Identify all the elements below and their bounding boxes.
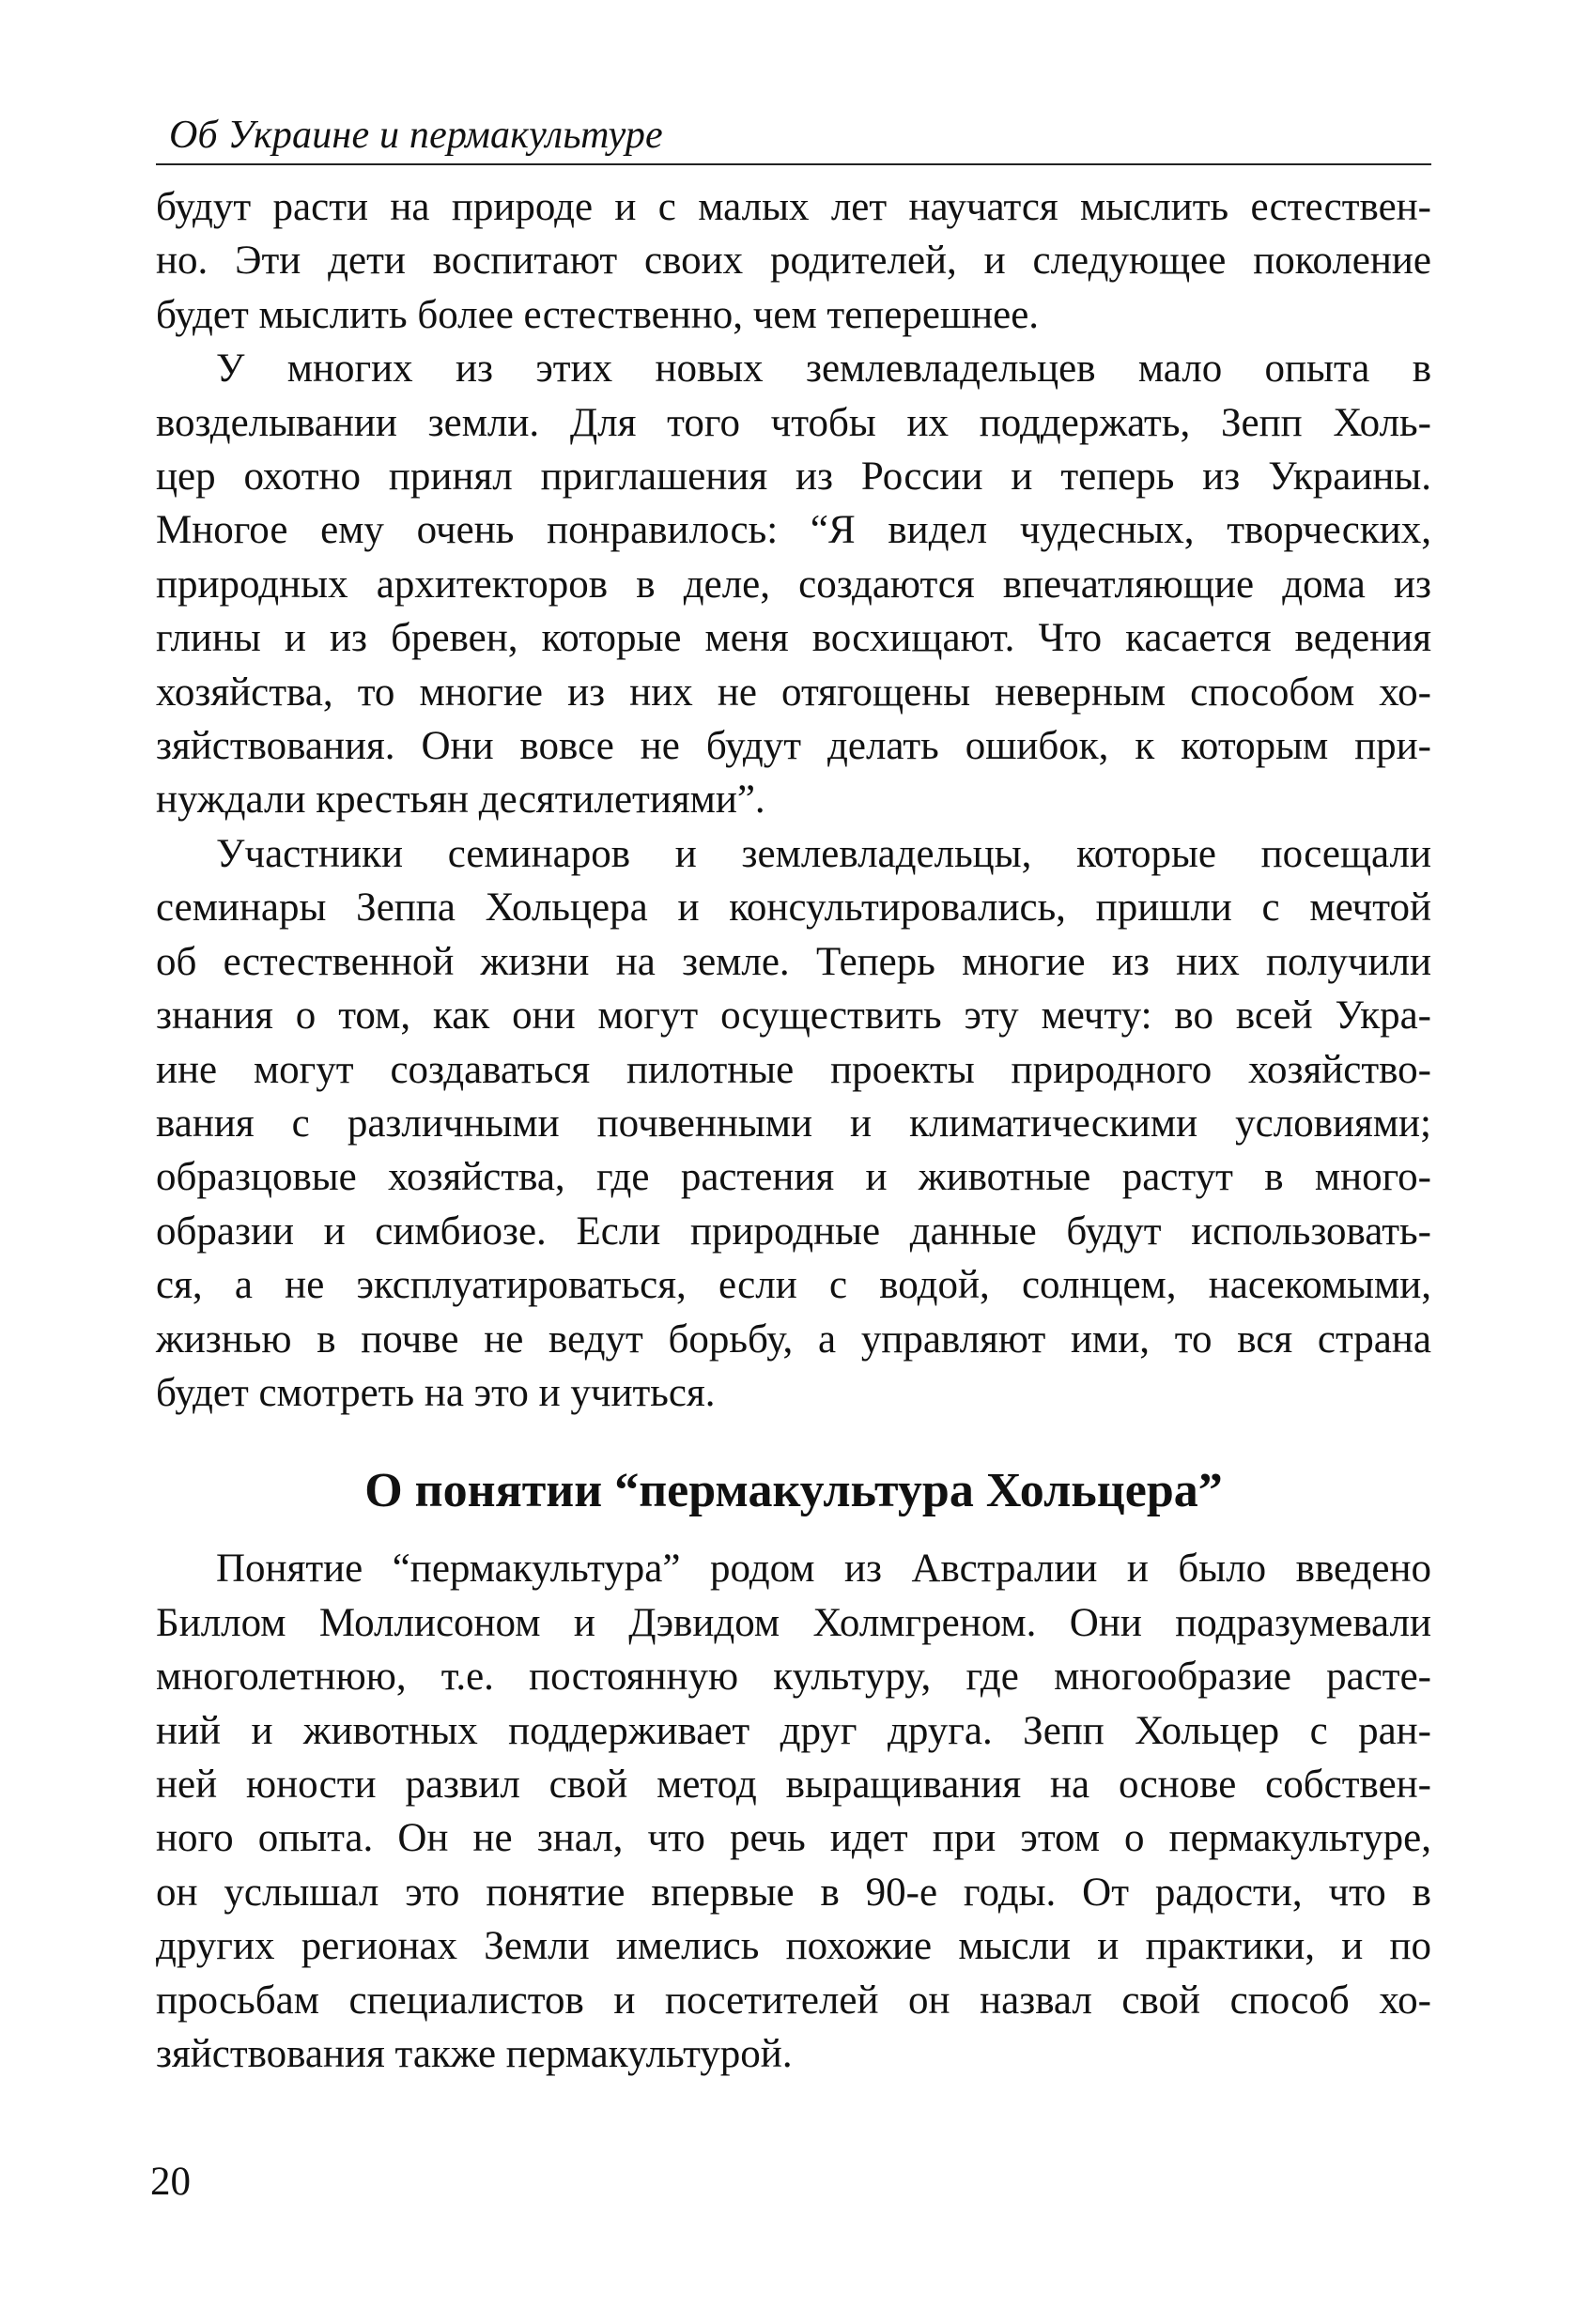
text-line: нуждали крестьян десятилетиями”.: [156, 777, 765, 823]
text-line: ного опыта. Он не знал, что речь идет при этом о пермакультуре,: [156, 1816, 1431, 1861]
text-line: хозяйства, то многие из них не отягощены неверным способом хо-: [156, 669, 1431, 715]
text-line: просьбам специалистов и посетителей он назвал свой способ хо-: [156, 1978, 1431, 2023]
text-line: Многое ему очень понравилось: “Я видел чудесных, творческих,: [156, 508, 1431, 553]
text-line: Понятие “пермакультура” родом из Австралии и было введено: [216, 1547, 1431, 1592]
text-line: ний и животных поддерживает друг друга. Зепп Хольцер с ран-: [156, 1708, 1431, 1753]
text-line: образцовые хозяйства, где растения и животные растут в много-: [156, 1155, 1431, 1200]
section-heading: О понятии “пермакультура Хольцера”: [364, 1464, 1223, 1518]
paragraph-1: [156, 180, 1431, 342]
text-line: зяйствования. Они вовсе не будут делать ошибок, к которым при-: [156, 724, 1431, 769]
text-line: вания с различными почвенными и климатическими условиями;: [156, 1100, 1431, 1146]
text-line: но. Эти дети воспитают своих родителей, и следующее поколение: [156, 239, 1431, 284]
section-paragraph: [156, 1542, 1431, 2081]
text-line: зяйствования также пермакультурой.: [156, 2032, 793, 2076]
text-line: возделывании земли. Для того чтобы их поддержать, Зепп Холь-: [156, 400, 1431, 445]
text-line: будут расти на природе и с малых лет научатся мыслить естествен-: [156, 185, 1431, 229]
text-line: природных архитекторов в деле, создаются впечатляющие дома из: [156, 562, 1431, 607]
text-line: ине могут создаваться пилотные проекты природного хозяйство-: [156, 1047, 1431, 1092]
paragraph-3: [156, 827, 1431, 1420]
text-line: цер охотно принял приглашения из России и теперь из Украины.: [156, 454, 1431, 500]
text-line: Биллом Моллисоном и Дэвидом Холмгреном. Они подразумевали: [156, 1600, 1431, 1645]
text-line: будет мыслить более естественно, чем теперешнее.: [156, 292, 1040, 337]
text-line: жизнью в почве не ведут борьбу, а управляют ими, то вся страна: [156, 1316, 1431, 1362]
text-line: У многих из этих новых землевладельцев мало опыта в: [216, 346, 1431, 392]
text-line: об естественной жизни на земле. Теперь многие из них получили: [156, 939, 1431, 984]
text-line: образии и симбиозе. Если природные данные будут использовать-: [156, 1208, 1431, 1254]
text-line: он услышал это понятие впервые в 90-е годы. От радости, что в: [156, 1870, 1431, 1915]
text-line: глины и из бревен, которые меня восхищают. Что касается ведения: [156, 616, 1431, 661]
text-line: ся, а не эксплуатироваться, если с водой, солнцем, насекомыми,: [156, 1263, 1431, 1308]
running-header: Об Украине и пермакультуре: [156, 111, 1431, 165]
text-line: будет смотреть на это и учиться.: [156, 1370, 716, 1415]
page: [156, 111, 1431, 2081]
text-line: знания о том, как они могут осуществить эту мечту: во всей Укра-: [156, 993, 1431, 1039]
text-line: многолетнюю, т.е. постоянную культуру, где многообразие расте-: [156, 1655, 1431, 1700]
text-line: семинары Зеппа Хольцера и консультировались, пришли с мечтой: [156, 885, 1431, 931]
paragraph-2: [156, 342, 1431, 827]
text-line: других регионах Земли имелись похожие мысли и практики, и по: [156, 1924, 1431, 1969]
text-line: ней юности развил свой метод выращивания на основе собствен-: [156, 1762, 1431, 1807]
page-number: 20: [150, 2160, 191, 2204]
text-line: Участники семинаров и землевладельцы, которые посещали: [216, 831, 1431, 876]
